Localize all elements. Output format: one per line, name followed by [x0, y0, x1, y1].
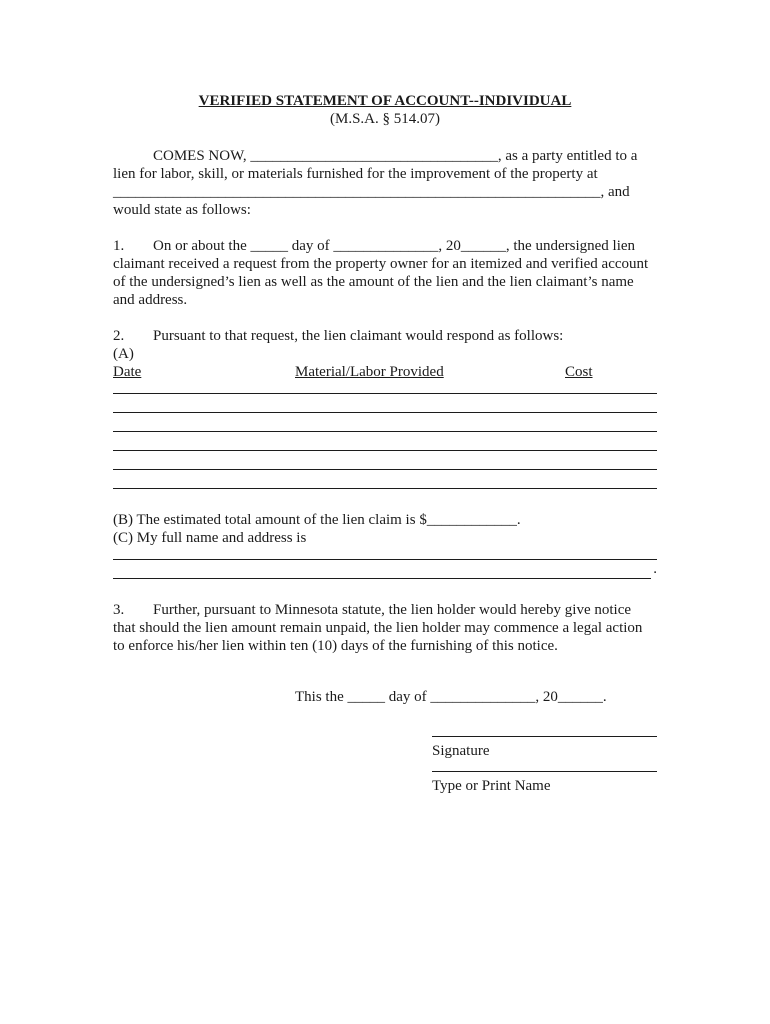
name-address-blank-line-1[interactable] — [113, 547, 657, 560]
subsection-c-text: (C) My full name and address is — [113, 530, 307, 546]
opening-paragraph — [113, 147, 657, 219]
address-line-period: . — [653, 561, 657, 577]
numbered-item-1 — [113, 237, 657, 309]
opening-line-4: would state as follows: — [113, 202, 251, 218]
print-name-label: Type or Print Name — [432, 778, 551, 794]
table-header-cost: Cost — [565, 364, 593, 380]
item-1-line-3: of the undersigned’s lien as well as the amount of the lien and the lien claimant’s name — [113, 274, 634, 290]
name-address-blank-line-2[interactable] — [113, 560, 657, 578]
account-table-blank-row[interactable] — [113, 394, 657, 413]
item-1-line-1: On or about the _____ day of ______________, 20______, the undersigned lien — [153, 238, 636, 254]
signature-blank-line[interactable] — [432, 736, 657, 760]
account-table-header-row — [113, 363, 657, 381]
account-table-blank-row[interactable] — [113, 451, 657, 470]
account-table-blank-rows — [113, 381, 657, 489]
signature-block — [432, 736, 657, 795]
item-1-number: 1. — [113, 238, 125, 254]
item-3-number: 3. — [113, 602, 125, 618]
account-table-blank-row[interactable] — [113, 432, 657, 451]
opening-line-3: _________________________________________________________________, and — [113, 184, 630, 200]
name-address-blank-fill[interactable] — [113, 560, 651, 579]
opening-line-1: COMES NOW, _________________________________, as a party entitled to a — [153, 148, 638, 164]
subsection-b-c — [113, 511, 657, 547]
subsection-b-text: (B) The estimated total amount of the lien claim is $____________. — [113, 512, 521, 528]
numbered-item-2 — [113, 327, 657, 381]
subsection-a-label: (A) — [113, 346, 134, 362]
item-1-line-4: and address. — [113, 292, 188, 308]
account-table-blank-row[interactable] — [113, 381, 657, 394]
item-3-line-2: that should the lien amount remain unpaid, the lien holder may commence a legal action — [113, 620, 643, 636]
document-title: VERIFIED STATEMENT OF ACCOUNT--INDIVIDUAL — [198, 93, 572, 109]
signature-label: Signature — [432, 743, 490, 759]
numbered-item-3 — [113, 601, 657, 655]
table-header-material-labor: Material/Labor Provided — [295, 364, 444, 380]
item-1-line-2: claimant received a request from the property owner for an itemized and verified account — [113, 256, 649, 272]
item-3-line-3: to enforce his/her lien within ten (10) days of the furnishing of this notice. — [113, 638, 558, 654]
statute-reference: (M.S.A. § 514.07) — [329, 111, 440, 127]
table-header-date: Date — [113, 364, 142, 380]
dateline: This the _____ day of ______________, 20______. — [295, 689, 607, 705]
item-3-line-1: Further, pursuant to Minnesota statute, the lien holder would hereby give notice — [153, 602, 632, 618]
account-table-blank-row[interactable] — [113, 413, 657, 432]
item-2-intro: Pursuant to that request, the lien claimant would respond as follows: — [153, 328, 564, 344]
account-table-blank-row[interactable] — [113, 470, 657, 489]
item-2-number: 2. — [113, 328, 125, 344]
print-name-blank-line[interactable] — [432, 771, 657, 795]
opening-line-2: lien for labor, skill, or materials furnished for the improvement of the property at — [113, 166, 598, 182]
